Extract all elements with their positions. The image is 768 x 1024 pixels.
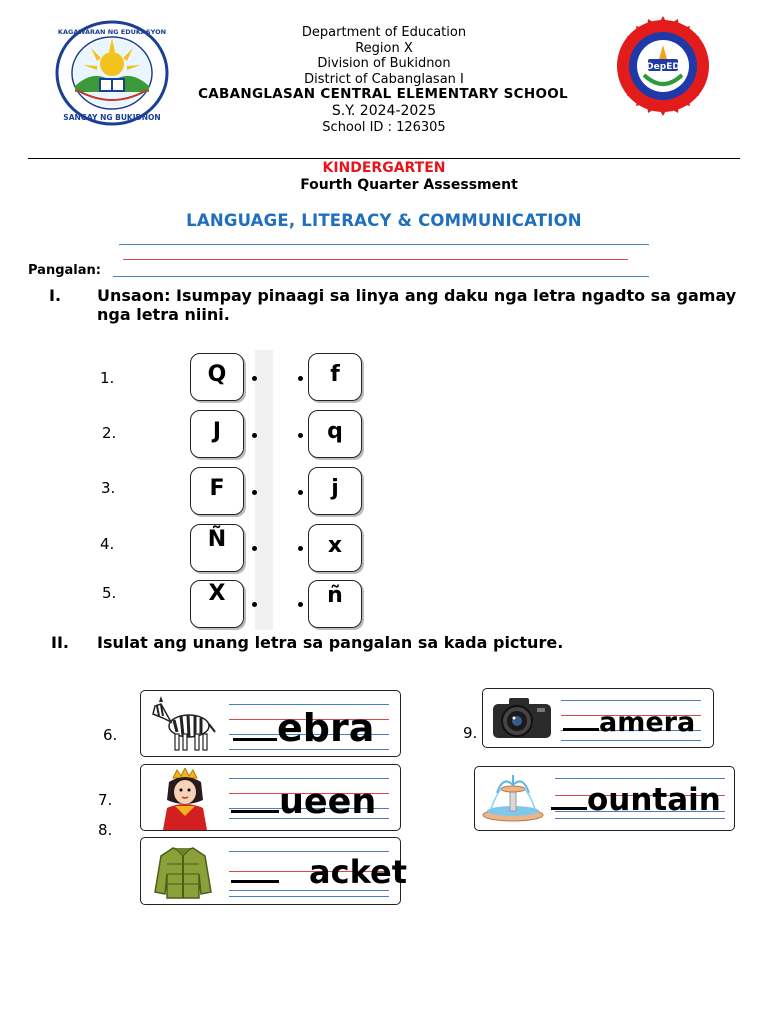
camera-icon (491, 694, 553, 746)
subject-title: LANGUAGE, LITERACY & COMMUNICATION (186, 211, 582, 230)
match-dot-right[interactable] (298, 602, 303, 607)
matching-shadow-column (255, 350, 273, 630)
item-2-number: 2. (102, 424, 117, 442)
word-fountain (551, 782, 721, 818)
word-zebra (233, 706, 375, 750)
word-jacket (231, 853, 407, 891)
item-8-number: 8. (98, 821, 113, 839)
match-dot-right[interactable] (298, 433, 303, 438)
header-line2: Region X (355, 40, 413, 56)
item-9-number: 9. (463, 724, 478, 742)
item-6-number: 6. (103, 726, 118, 744)
item-7-number: 7. (98, 791, 113, 809)
lowercase-letter-box: x (308, 524, 362, 572)
match-dot-left[interactable] (252, 602, 257, 607)
svg-text:SANGAY NG BUKIDNON: SANGAY NG BUKIDNON (63, 113, 161, 122)
fountain-icon (481, 773, 545, 827)
queen-icon (159, 768, 211, 834)
word-jacket-text: acket (309, 853, 407, 891)
level-label: KINDERGARTEN (322, 160, 446, 176)
uppercase-letter-box: Ñ (190, 524, 244, 572)
header-line3: Division of Bukidnon (317, 56, 451, 71)
part2-instruction: Isulat ang unang letra sa pangalan sa kada picture. (97, 633, 564, 652)
answer-blank[interactable] (231, 810, 279, 813)
name-field[interactable] (113, 276, 649, 277)
svg-text:KAGAWARAN NG EDUKASYON: KAGAWARAN NG EDUKASYON (57, 28, 167, 36)
word-fountain-text: ountain (587, 782, 721, 818)
word-queen (231, 782, 377, 822)
zebra-icon (149, 694, 219, 758)
item-5-number: 5. (102, 584, 117, 602)
blue-rule (119, 244, 649, 245)
match-dot-left[interactable] (252, 376, 257, 381)
jacket-icon (153, 844, 213, 904)
part1-numeral: I. (49, 286, 62, 305)
uppercase-letter-box: X (190, 580, 244, 628)
answer-blank[interactable] (233, 738, 277, 741)
uppercase-letter-box: F (190, 467, 244, 515)
match-dot-left[interactable] (252, 490, 257, 495)
word-queen-text: ueen (279, 782, 377, 822)
match-dot-left[interactable] (252, 546, 257, 551)
word-zebra-text: ebra (277, 706, 375, 750)
header-line4: District of Cabanglasan I (304, 71, 464, 87)
school-id: School ID : 126305 (322, 120, 446, 135)
item-1-number: 1. (100, 369, 115, 387)
part1-instruction: Unsaon: Isumpay pinaagi sa linya ang daku nga letra ngadto sa gamay nga letra niini. (97, 286, 737, 324)
header-block (0, 25, 768, 136)
school-name: CABANGLASAN CENTRAL ELEMENTARY SCHOOL (198, 86, 568, 102)
item-3-number: 3. (101, 479, 116, 497)
match-dot-right[interactable] (298, 546, 303, 551)
header-divider (28, 158, 740, 159)
word-card-queen (140, 764, 401, 831)
red-rule (123, 259, 628, 260)
uppercase-letter-box: Q (190, 353, 244, 401)
header-line1: Department of Education (301, 25, 467, 40)
assessment-title: Fourth Quarter Assessment (300, 177, 518, 193)
part2-numeral: II. (51, 633, 69, 652)
word-card-fountain (474, 766, 735, 831)
match-dot-right[interactable] (298, 376, 303, 381)
school-year: S.Y. 2024-2025 (331, 102, 437, 119)
lowercase-letter-box: j (308, 467, 362, 515)
answer-blank[interactable] (563, 728, 599, 731)
word-card-jacket (140, 837, 407, 905)
word-camera (563, 709, 695, 736)
match-dot-left[interactable] (252, 433, 257, 438)
answer-blank[interactable] (551, 807, 587, 810)
word-card-camera (482, 688, 714, 748)
word-camera-text: amera (599, 707, 696, 738)
answer-blank[interactable] (231, 880, 279, 883)
uppercase-letter-box: J (190, 410, 244, 458)
lowercase-letter-box: q (308, 410, 362, 458)
word-card-zebra (140, 690, 401, 757)
name-label: Pangalan: (28, 263, 101, 278)
lowercase-letter-box: f (308, 353, 362, 401)
item-4-number: 4. (100, 535, 115, 553)
lowercase-letter-box: ñ (308, 580, 362, 628)
deped-logo-text: DepED (646, 62, 680, 72)
match-dot-right[interactable] (298, 490, 303, 495)
